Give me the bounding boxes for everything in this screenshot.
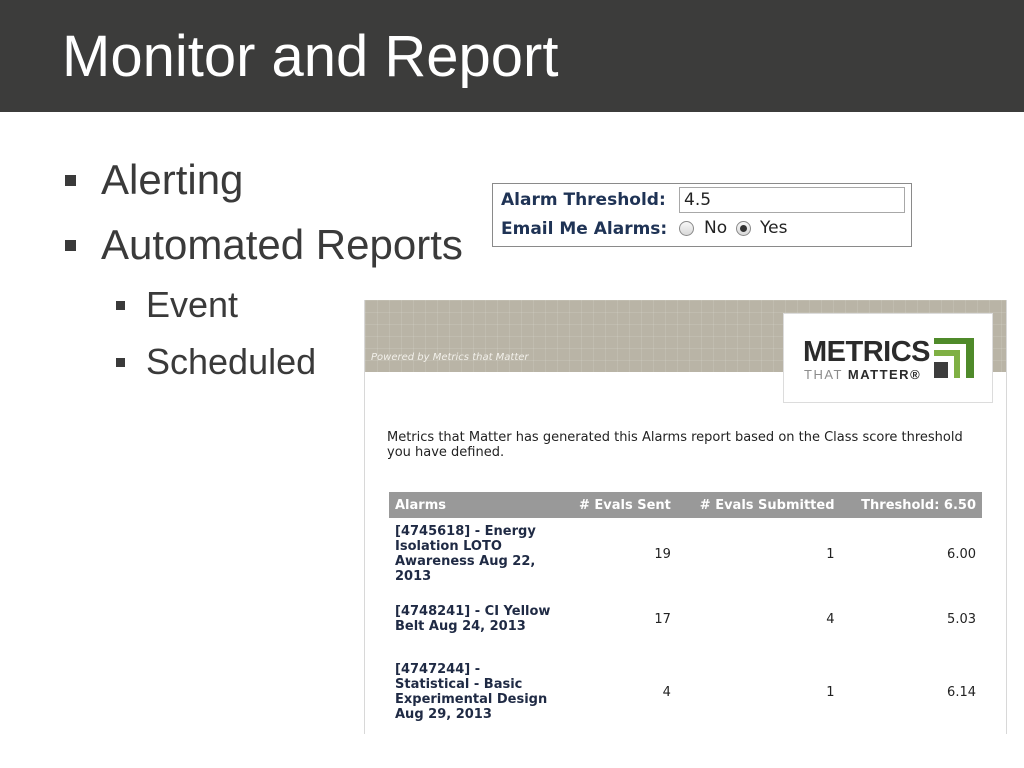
slide-title: Monitor and Report xyxy=(62,24,559,89)
score-cell: 5.03 xyxy=(947,611,976,627)
table-header-row xyxy=(389,492,982,518)
logo-tagline xyxy=(804,367,921,382)
alarm-event-cell: [4748241] - CI Yellow Belt Aug 24, 2013 xyxy=(395,604,551,634)
table-row xyxy=(389,518,982,590)
alarm-threshold-label: Alarm Threshold: xyxy=(501,190,666,210)
bullet-text: Scheduled xyxy=(146,341,317,382)
metrics-that-matter-logo xyxy=(783,313,993,403)
bullet-text: Event xyxy=(146,284,239,325)
trademark-symbol: ® xyxy=(910,367,922,382)
sub-bullet-event xyxy=(146,284,238,326)
alarm-settings-panel xyxy=(492,183,912,247)
evals-submitted-cell: 1 xyxy=(826,546,835,562)
evals-sent-cell: 19 xyxy=(654,546,671,562)
logo-mark-icon xyxy=(934,338,974,378)
square-bullet-icon xyxy=(116,301,125,310)
score-cell: 6.14 xyxy=(947,684,976,700)
table-row xyxy=(389,590,982,648)
square-bullet-icon xyxy=(65,175,76,186)
bullet-automated-reports xyxy=(101,221,463,269)
sub-bullet-scheduled xyxy=(146,341,316,383)
evals-submitted-cell: 1 xyxy=(826,684,835,700)
col-threshold: Threshold: 6.50 xyxy=(841,492,982,518)
email-alarms-no-label[interactable]: No xyxy=(704,218,728,238)
alarms-table xyxy=(389,492,982,734)
evals-sent-cell: 4 xyxy=(662,684,671,700)
alarm-threshold-input[interactable] xyxy=(679,187,905,213)
col-alarms: Alarms xyxy=(389,492,561,518)
alarm-event-cell: [4747244] - Statistical - Basic Experimental Design Aug 29, 2013 xyxy=(395,662,548,722)
square-bullet-icon xyxy=(116,358,125,367)
square-bullet-icon xyxy=(65,240,76,251)
email-report xyxy=(364,300,1007,734)
email-alarms-yes-label[interactable]: Yes xyxy=(760,218,788,238)
bullet-text: Alerting xyxy=(101,156,244,203)
col-evals-sent: # Evals Sent xyxy=(561,492,677,518)
table-row xyxy=(389,648,982,734)
alarm-event-cell: [4745618] - Energy Isolation LOTO Awareness Aug 22, 2013 xyxy=(395,524,536,584)
logo-sub-light: THAT xyxy=(804,367,843,382)
email-alarms-yes-radio[interactable] xyxy=(736,221,751,236)
email-alarms-no-radio[interactable] xyxy=(679,221,694,236)
powered-by-text: Powered by Metrics that Matter xyxy=(371,352,529,363)
score-cell: 6.00 xyxy=(947,546,976,562)
logo-wordmark: METRICS xyxy=(803,336,930,368)
bullet-alerting xyxy=(101,156,243,204)
bullet-text: Automated Reports xyxy=(101,221,463,268)
evals-sent-cell: 17 xyxy=(654,611,671,627)
logo-sub-dark: MATTER xyxy=(847,367,911,382)
title-bar xyxy=(0,0,1024,112)
col-evals-submitted: # Evals Submitted xyxy=(677,492,841,518)
report-intro-text: Metrics that Matter has generated this Alarms report based on the Class score threshold you have defined. xyxy=(387,430,963,460)
email-alarms-label: Email Me Alarms: xyxy=(501,219,668,239)
evals-submitted-cell: 4 xyxy=(826,611,835,627)
